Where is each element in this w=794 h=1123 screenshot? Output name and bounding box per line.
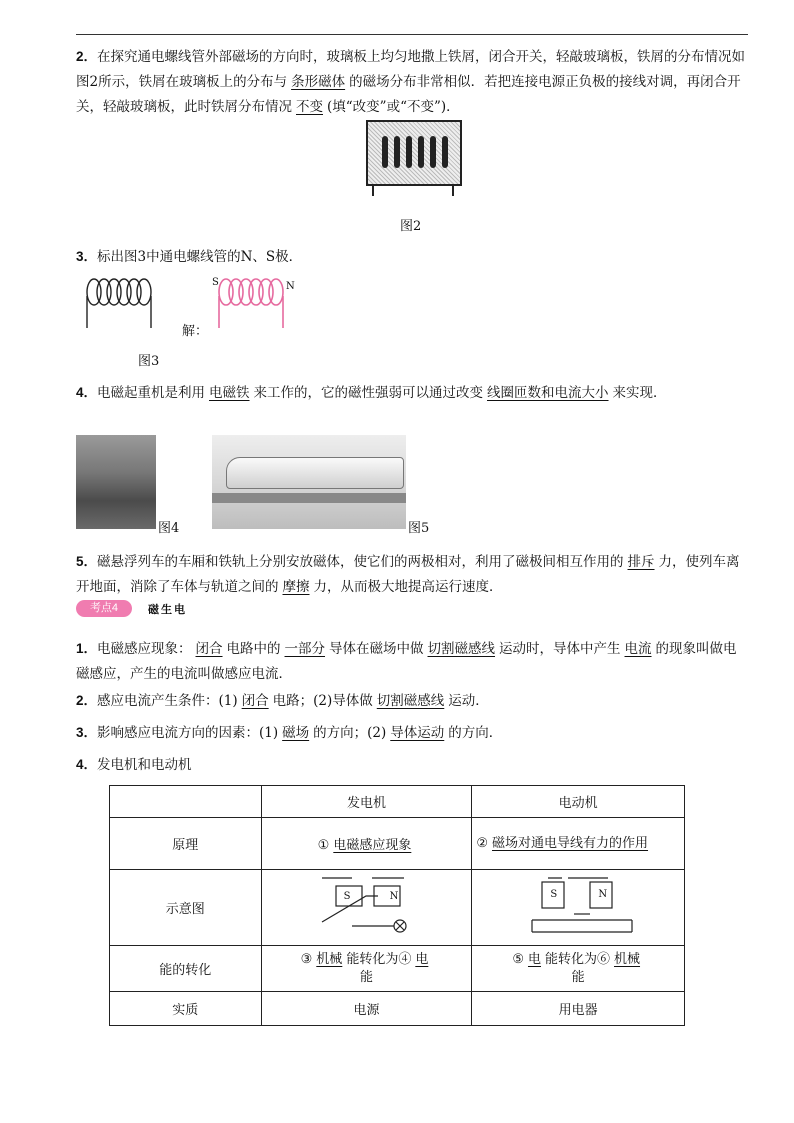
answer-label: 解： bbox=[182, 324, 209, 339]
figure-5-caption: 图5 bbox=[408, 521, 430, 536]
figure-4-caption: 图4 bbox=[158, 521, 180, 536]
figure-2-caption: 图2 bbox=[400, 219, 422, 234]
section-title: 磁生电 bbox=[148, 603, 187, 616]
question-number: 2． bbox=[76, 49, 98, 64]
figure-3-coil bbox=[76, 272, 166, 334]
crane-photo bbox=[76, 435, 156, 529]
answer-blank: 线圈匝数和电流大小 bbox=[487, 385, 609, 401]
generator-motor-table: 发电机 电动机 原理 ① 电磁感应现象 ② 磁场对通电导线有力的作用 示意图 S N S N 能的转化 ③ 机械 能转化为④ 电 能 ⑤ 电 能转化为⑥ 机械 能 实质 电源 用电器 bbox=[109, 785, 685, 1026]
header-rule bbox=[76, 34, 748, 35]
row-label: 实质 bbox=[110, 992, 262, 1026]
figure-2-leg bbox=[452, 184, 454, 196]
generator-diagram: S N bbox=[261, 870, 472, 946]
section-tag: 考点4 bbox=[76, 600, 132, 617]
pole-label-n: N bbox=[286, 281, 295, 292]
item-1: 1．电磁感应现象： 闭合 电路中的 一部分 导体在磁场中做 切割磁感线 运动时，导体中产生 电流 的现象叫做电磁感应，产生的电流叫做感应电流． bbox=[76, 641, 737, 682]
figure-3-answer-coil bbox=[208, 272, 298, 334]
figure-3-caption: 图3 bbox=[138, 354, 160, 369]
row-label: 能的转化 bbox=[110, 946, 262, 992]
question-5: 5．磁悬浮列车的车厢和铁轨上分别安放磁体，使它们的两极相对，利用了磁极间相互作用的 排斥 力，使列车离开地面，消除了车体与轨道之间的 摩擦 力，从而极大地提高运行速度． bbox=[76, 554, 740, 595]
question-2: 2．在探究通电螺线管外部磁场的方向时，玻璃板上均匀地撒上铁屑，闭合开关，轻敲玻璃板，铁屑的分布情况如图2所示，铁屑在玻璃板上的分布与 条形磁体 的磁场分布非常相似．若把连接电源正负极的接线对调，再闭合开关，轻敲玻璃板，此时铁屑分布情况 不变 (填“改变”或“不变”)． bbox=[76, 49, 746, 115]
pole-label-s: S bbox=[212, 277, 219, 288]
item-2: 2．感应电流产生条件：(1) 闭合 电路；(2)导体做 切割磁感线 运动． bbox=[76, 693, 489, 709]
answer-blank: 排斥 bbox=[627, 554, 655, 570]
figure-2-leg bbox=[372, 184, 374, 196]
figure-2-iron-filings bbox=[366, 120, 462, 186]
column-header: 发电机 bbox=[261, 786, 472, 818]
question-4: 4．电磁起重机是利用 电磁铁 来工作的，它的磁性强弱可以通过改变 线圈匝数和电流大小 来实现． bbox=[76, 385, 667, 401]
item-3: 3．影响感应电流方向的因素：(1) 磁场 的方向；(2) 导体运动 的方向． bbox=[76, 725, 503, 741]
answer-blank: 不变 bbox=[296, 99, 323, 115]
answer-blank: 条形磁体 bbox=[291, 74, 346, 90]
question-3: 3．标出图3中通电螺线管的N、S极． bbox=[76, 249, 303, 265]
motor-diagram: S N bbox=[472, 870, 685, 946]
item-4: 4．发电机和电动机 bbox=[76, 757, 192, 773]
column-header: 电动机 bbox=[472, 786, 685, 818]
answer-blank: 摩擦 bbox=[282, 579, 310, 595]
row-label: 原理 bbox=[110, 818, 262, 870]
row-label: 示意图 bbox=[110, 870, 262, 946]
answer-blank: 电磁铁 bbox=[209, 385, 250, 401]
maglev-train-photo bbox=[212, 435, 406, 529]
